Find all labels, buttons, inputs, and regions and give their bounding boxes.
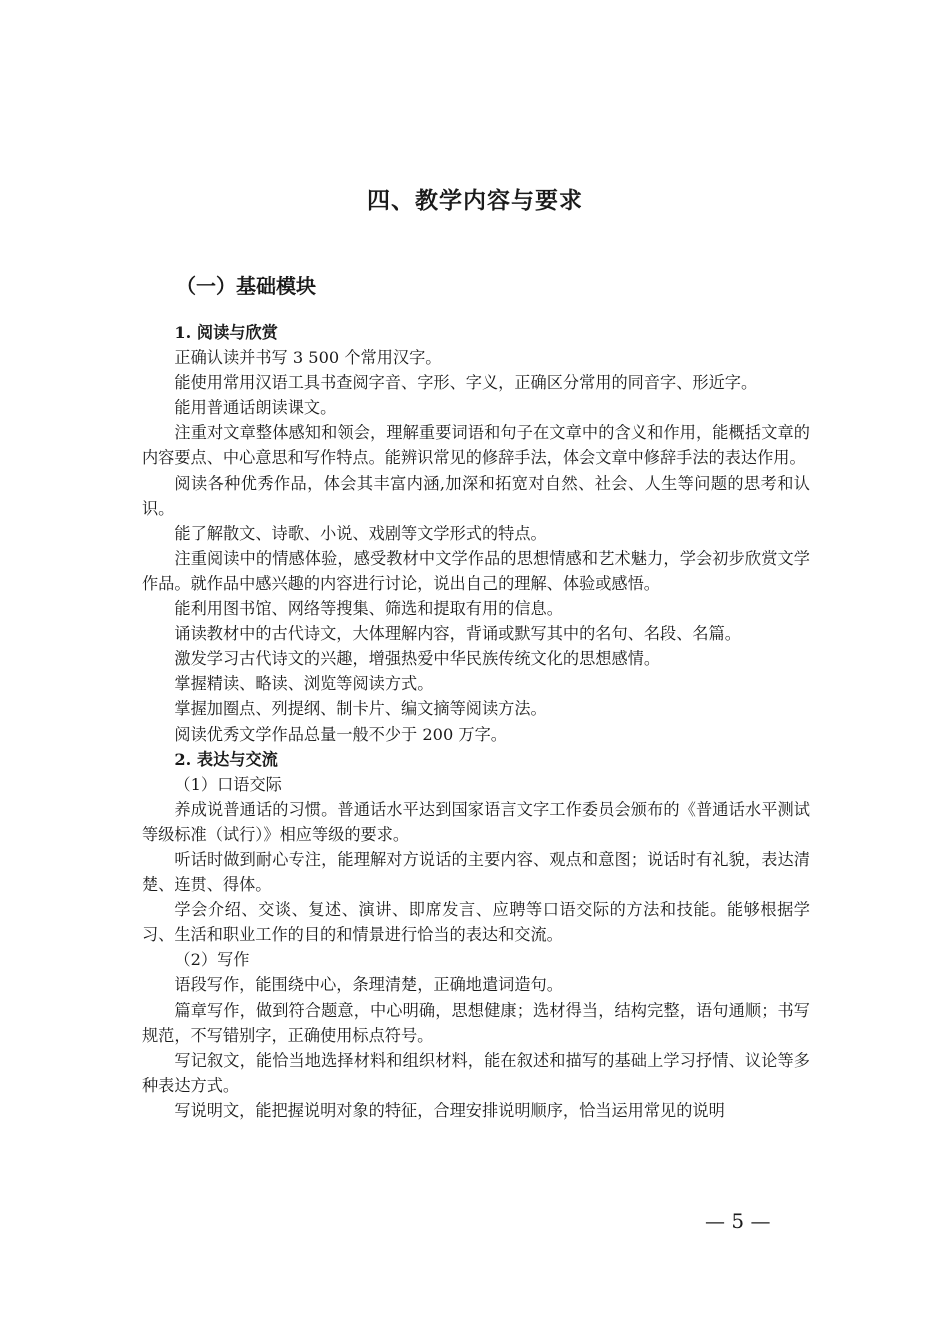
sub-subsection-heading-writing: （2）写作 [174,950,250,970]
paragraph: 语段写作，能围绕中心，条理清楚，正确地遣词造句。 [174,975,563,995]
page-title: 四、教学内容与要求 [367,188,583,214]
paragraph: 注重对文章整体感知和领会，理解重要词语和句子在文章中的含义和作用，能概括文章的内容要点、中心意思和写作特点。能辨识常见的修辞手法，体会文章中修辞手法的表达作用。 [142,423,810,468]
paragraph: 诵读教材中的古代诗文，大体理解内容，背诵或默写其中的名句、名段、名篇。 [174,624,741,644]
paragraph: 阅读各种优秀作品，体会其丰富内涵,加深和拓宽对自然、社会、人生等问题的思考和认识。 [142,473,810,518]
paragraph: 掌握加圈点、列提纲、制卡片、编文摘等阅读方法。 [174,699,547,719]
paragraph: 写说明文，能把握说明对象的特征，合理安排说明顺序，恰当运用常见的说明 [174,1100,725,1120]
page-number: — 5 — [705,1209,771,1233]
paragraph: 能了解散文、诗歌、小说、戏剧等文学形式的特点。 [174,523,547,543]
paragraph: 能用普通话朗读课文。 [174,398,337,418]
paragraph: 写记叙文，能恰当地选择材料和组织材料，能在叙述和描写的基础上学习抒情、议论等多种表达方式。 [142,1050,810,1095]
paragraph: 学会介绍、交谈、复述、演讲、即席发言、应聘等口语交际的方法和技能。能够根据学习、生活和职业工作的目的和情景进行恰当的表达和交流。 [142,900,810,945]
subsection-heading-reading: 1. 阅读与欣赏 [174,323,278,342]
paragraph: 掌握精读、略读、浏览等阅读方式。 [174,674,434,694]
paragraph: 注重阅读中的情感体验，感受教材中文学作品的思想情感和艺术魅力，学会初步欣赏文学作品。就作品中感兴趣的内容进行讨论，说出自己的理解、体验或感悟。 [142,548,810,593]
paragraph: 听话时做到耐心专注，能理解对方说话的主要内容、观点和意图；说话时有礼貌，表达清楚、连贯、得体。 [142,849,810,895]
paragraph: 激发学习古代诗文的兴趣，增强热爱中华民族传统文化的思想感情。 [174,649,661,669]
section-title: （一）基础模块 [176,274,316,298]
subsection-heading-expression: 2. 表达与交流 [174,749,278,769]
paragraph: 养成说普通话的习惯。普通话水平达到国家语言文字工作委员会颁布的《普通话水平测试等级标准（试行）》相应等级的要求。 [142,799,810,844]
sub-subsection-heading-oral: （1）口语交际 [174,774,282,794]
paragraph: 能使用常用汉语工具书查阅字音、字形、字义，正确区分常用的同音字、形近字。 [174,373,758,393]
paragraph: 篇章写作，做到符合题意，中心明确，思想健康；选材得当，结构完整，语句通顺；书写规范，不写错别字，正确使用标点符号。 [142,1000,810,1045]
paragraph: 正确认读并书写 3 500 个常用汉字。 [174,348,442,368]
paragraph: 能利用图书馆、网络等搜集、筛选和提取有用的信息。 [174,599,563,619]
paragraph: 阅读优秀文学作品总量一般不少于 200 万字。 [174,724,507,744]
document-body [142,320,810,1123]
